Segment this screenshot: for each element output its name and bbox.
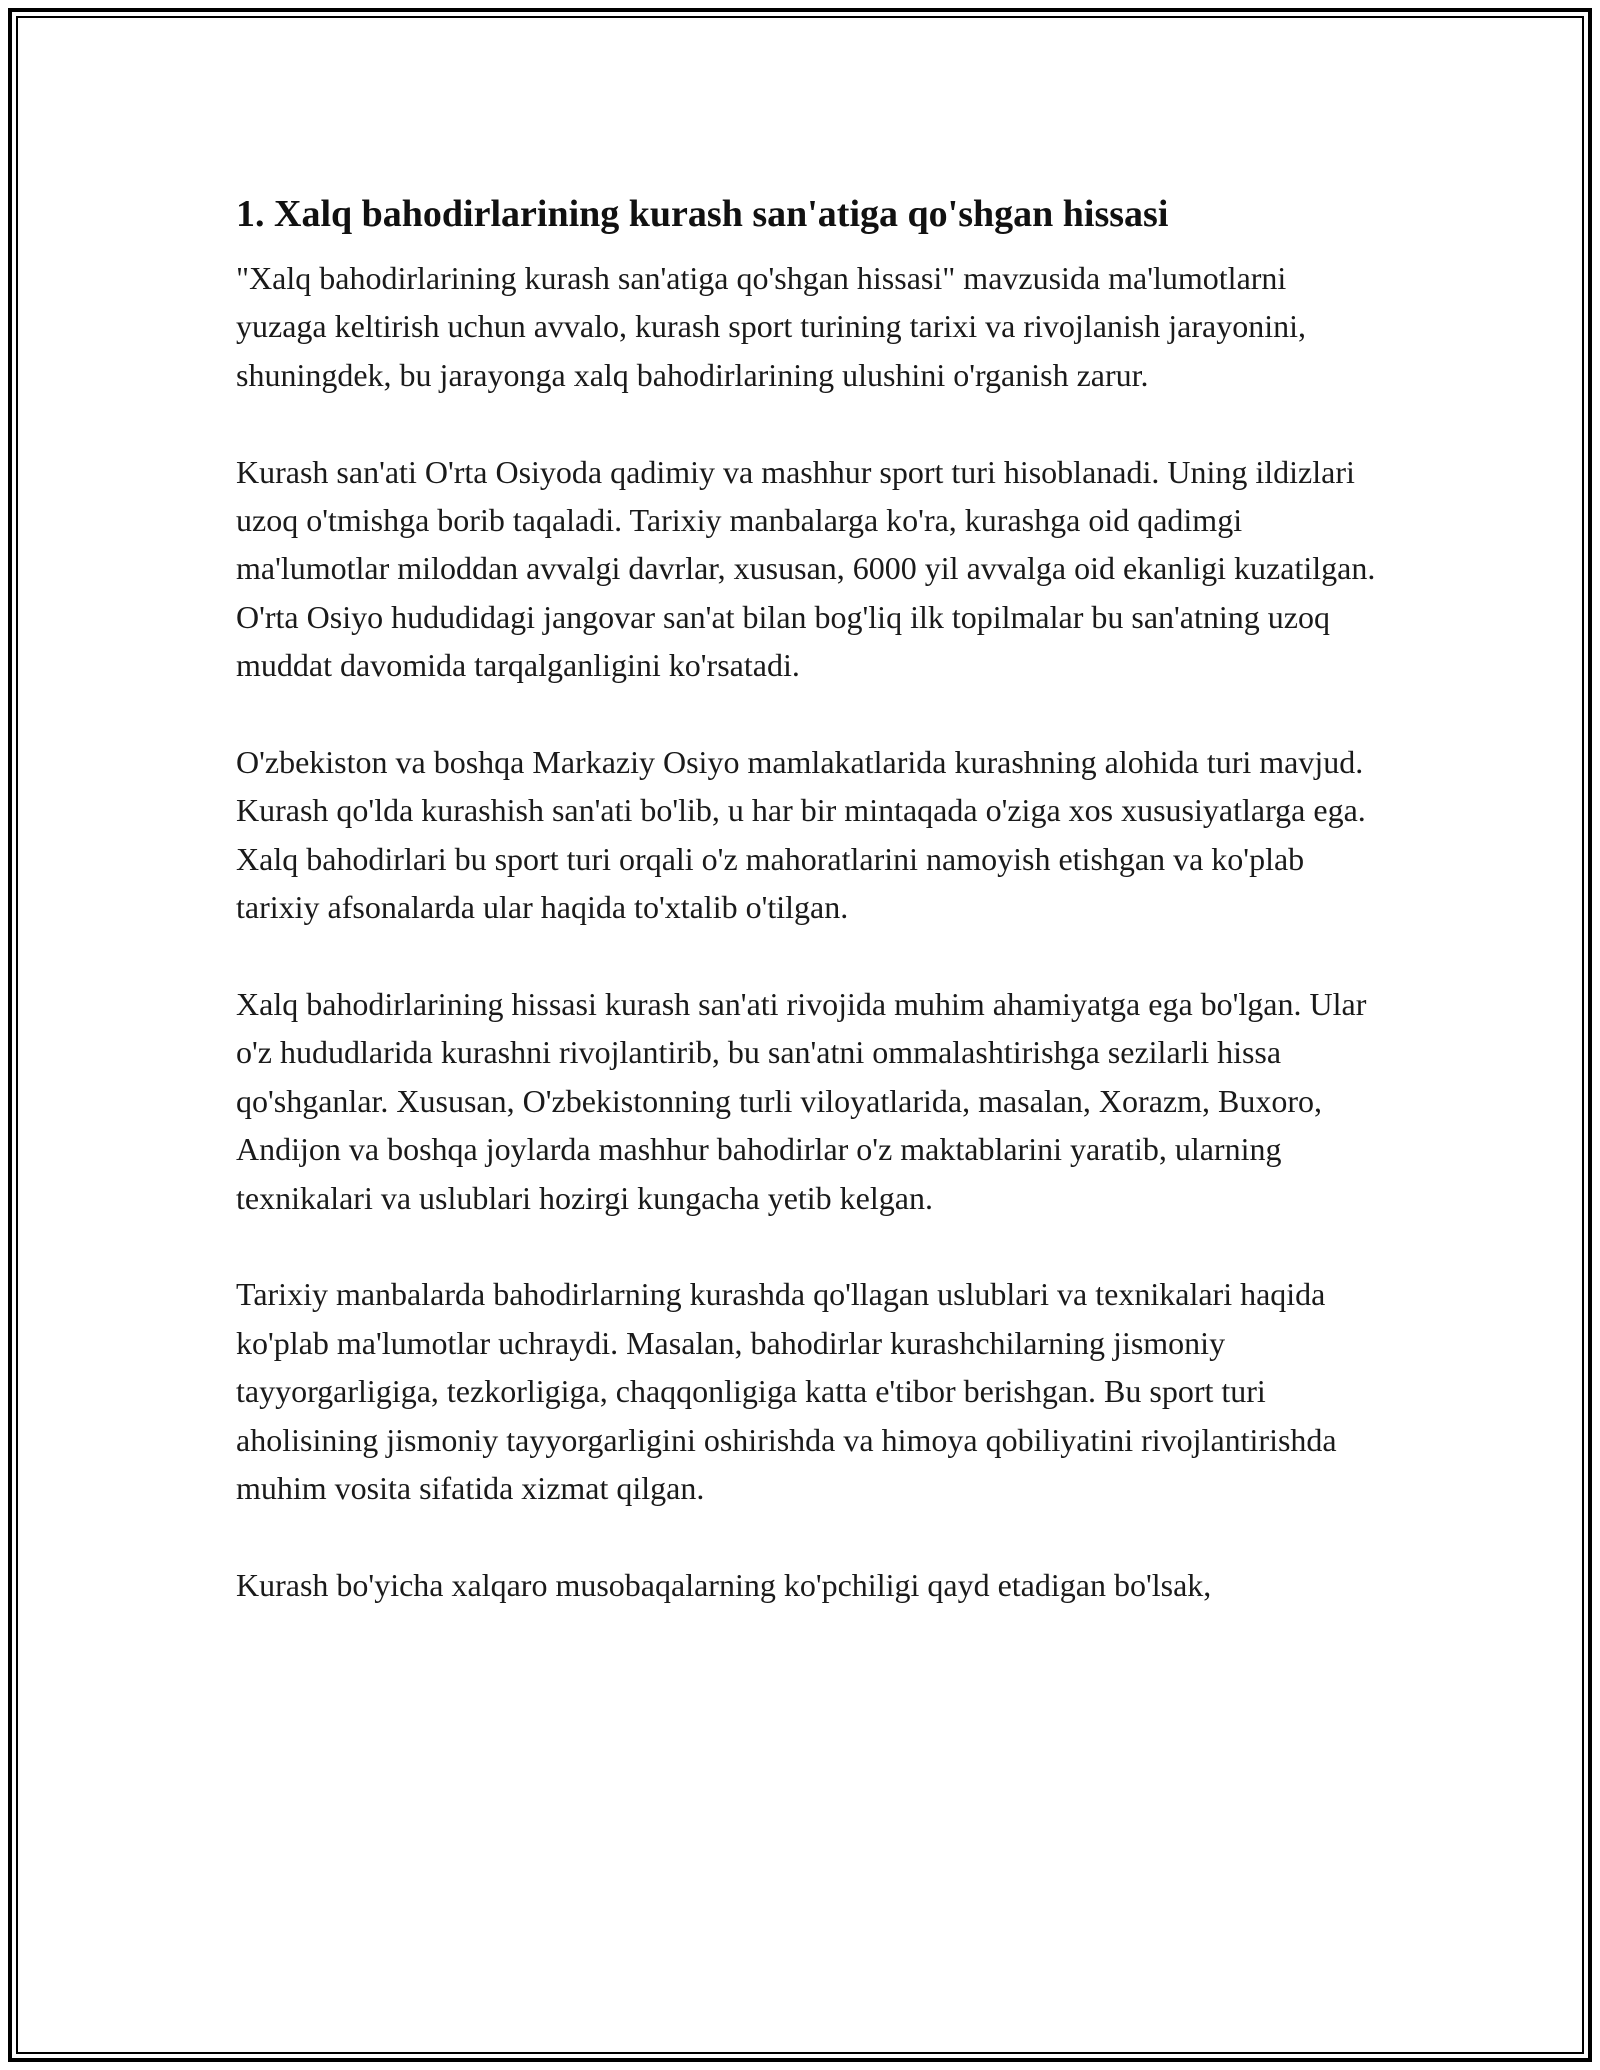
paragraph-1: "Xalq bahodirlarining kurash san'atiga qo'shgan hissasi" mavzusida ma'lumotlarni yuzaga keltirish uchun avvalo, kurash sport turining tarixi va rivojlanish jarayonini, shuningdek, bu jarayonga xalq bahodirlarining ulushini o'rganish zarur. <box>236 260 1306 393</box>
paragraph-6: Kurash bo'yicha xalqaro musobaqalarning ko'pchiligi qayd etadigan bo'lsak, <box>236 1566 1212 1603</box>
paragraph-4: Xalq bahodirlarining hissasi kurash san'ati rivojida muhim ahamiyatga ega bo'lgan. Ular o'z hududlarida kurashni rivojlantirib, bu san'atni ommalashtirishga sezilarli hissa qo'shganlar. Xususan, O'zbekistonning turli viloyatlarida, masalan, Xorazm, Buxoro, Andijon va boshqa joylarda mashhur bahodirlar o'z maktablarini yaratib, ularning texnikalari va uslublari hozirgi kungacha yetib kelgan. <box>236 986 1367 1216</box>
paragraph-5: Tarixiy manbalarda bahodirlarning kurashda qo'llagan uslublari va texnikalari haqida ko'plab ma'lumotlar uchraydi. Masalan, bahodirlar kurashchilarning jismoniy tayyorgarligiga, tezkorligiga, chaqqonligiga katta e'tibor berishgan. Bu sport turi aholisining jismoniy tayyorgarligini oshirishda va himoya qobiliyatini rivojlantirishda muhim vosita sifatida xizmat qilgan. <box>236 1276 1337 1507</box>
document-body <box>236 186 1376 1609</box>
paragraph-2: Kurash san'ati O'rta Osiyoda qadimiy va mashhur sport turi hisoblanadi. Uning ildizlari uzoq o'tmishga borib taqaladi. Tarixiy manbalarga ko'ra, kurashga oid qadimgi ma'lumotlar miloddan avvalgi davrlar, xususan, 6000 yil avvalga oid ekanligi kuzatilgan. O'rta Osiyo hududidagi jangovar san'at bilan bog'liq ilk topilmalar bu san'atning uzoq muddat davomida tarqalganligini ko'rsatadi. <box>236 453 1376 684</box>
page-title: 1. Xalq bahodirlarining kurash san'atiga qo'shgan hissasi <box>236 193 1169 235</box>
paragraph-3: O'zbekiston va boshqa Markaziy Osiyo mamlakatlarida kurashning alohida turi mavjud. Kurash qo'lda kurashish san'ati bo'lib, u har bir mintaqada o'ziga xos xususiyatlarga ega. Xalq bahodirlari bu sport turi orqali o'z mahoratlarini namoyish etishgan va ko'plab tarixiy afsonalarda ular haqida to'xtalib o'tilgan. <box>236 744 1366 926</box>
